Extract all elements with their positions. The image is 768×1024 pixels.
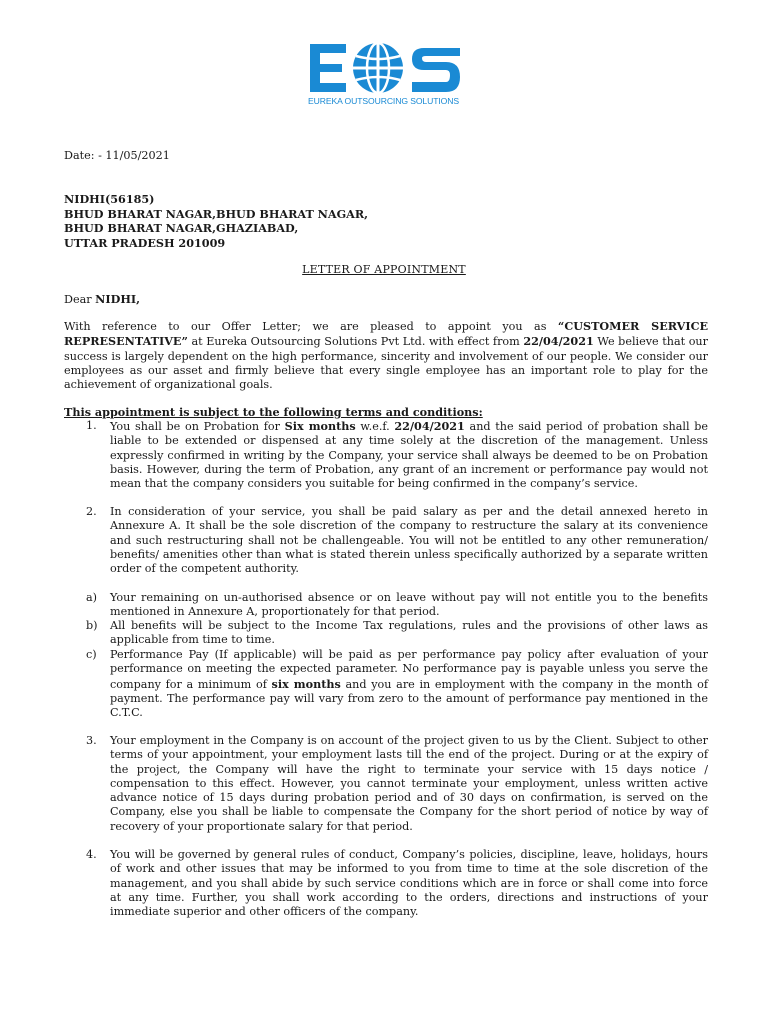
intro-text: at Eureka Outsourcing Solutions Pvt Ltd. with effect from <box>187 335 524 349</box>
letter-date: Date: - 11/05/2021 <box>64 149 170 162</box>
clause-marker: c) <box>86 648 97 661</box>
intro-text: With reference to our Offer Letter; we are pleased to appoint you as <box>64 320 558 333</box>
recipient-address <box>64 192 368 250</box>
clause-text: In consideration of your service, you shall be paid salary as per and the detail annexed hereto in Annexure A. It shall be the sole discretion of the company to restructure the salary at its convenience and such restructuring shall not be challengeable. You will not be entitled to any other remuneration/ benefits/ amenities other than what is stated therein unless specifically authorized by a separate written order of the competent authority. <box>110 505 708 576</box>
designation: “CUSTOMER SERVICE REPRESENTATIVE” <box>64 319 708 349</box>
address-line: UTTAR PRADESH 201009 <box>64 235 226 250</box>
clause-marker: 1. <box>86 419 97 432</box>
clause-a <box>64 591 708 619</box>
address-line: BHUD BHARAT NAGAR,GHAZIABAD, <box>64 221 299 236</box>
clause-text <box>110 419 708 491</box>
letter-title: LETTER OF APPOINTMENT <box>302 263 466 276</box>
clause-4 <box>64 848 708 920</box>
address-line: BHUD BHARAT NAGAR,BHUD BHARAT NAGAR, <box>64 206 369 221</box>
clause-text: All benefits will be subject to the Income Tax regulations, rules and the provisions of other laws as applicable from time to time. <box>110 619 708 647</box>
clause-c <box>64 648 708 720</box>
clause-marker: a) <box>86 591 98 604</box>
clause-text: Your employment in the Company is on account of the project given to us by the Client. Subject to other terms of your appointment, your employment lasts till the end of the project. During or at the expiry of the project, the Company will have the right to terminate your service with 15 days notice / compensation to this effect. However, you cannot terminate your employment, unless written active advance notice of 15 days during probation period and of 30 days on confirmation, is served on the Company, else you shall be liable to compensate the Company for the short period of notice by way of recovery of your proportionate salary for that period. <box>110 734 708 833</box>
salutation <box>64 292 140 307</box>
minimum-service-duration: six months <box>271 676 341 691</box>
intro-paragraph <box>64 319 708 392</box>
probation-start-date: 22/04/2021 <box>394 419 465 433</box>
clause-text-part: and you are in employment with the company in the month of payment. The performance pay will vary from zero to the amount of performance pay mentioned in the C.T.C. <box>110 677 708 720</box>
clause-text-part: w.e.f. <box>355 420 395 433</box>
clause-text: You will be governed by general rules of conduct, Company’s policies, discipline, leave, holidays, hours of work and other issues that may be informed to you from time to time at the sole discretion of the management, and you shall abide by such service conditions which are in force or shall come into force at any time. Further, you shall work according to the orders, directions and instructions of your immediate superior and other officers of the company. <box>110 848 708 919</box>
clause-marker: 2. <box>86 505 97 518</box>
clause-b <box>64 619 708 647</box>
logo-tagline: EUREKA OUTSOURCING SOLUTIONS <box>308 96 459 106</box>
clause-text <box>110 648 708 720</box>
clause-text: Your remaining on un-authorised absence or on leave without pay will not entitle you to the benefits mentioned in Annexure A, proportionately for that period. <box>110 591 708 619</box>
clause-1 <box>64 419 708 491</box>
conditions-heading: This appointment is subject to the following terms and conditions: <box>64 405 483 419</box>
clause-text-part: Performance Pay (If applicable) will be paid as per performance pay policy after evaluation of your performance on meeting the expected parameter. No performance pay is payable unless you serve the company for a minimum of <box>110 648 708 691</box>
recipient-name: NIDHI(56185) <box>64 192 155 206</box>
intro-text: We believe that our success is largely dependent on the high performance, sincerity and involvement of our people. We consider our employees as our asset and firmly believe that every single employee has an important role to play for the achievement of organizational goals. <box>64 335 708 392</box>
clause-marker: 4. <box>86 848 97 861</box>
clause-marker: b) <box>86 619 98 632</box>
clause-3 <box>64 734 708 834</box>
effective-date: 22/04/2021 <box>523 334 594 349</box>
probation-duration: Six months <box>284 419 356 433</box>
clause-2 <box>64 505 708 577</box>
clause-marker: 3. <box>86 734 97 747</box>
salutation-prefix: Dear <box>64 293 96 306</box>
clause-text-part: and the said period of probation shall be liable to be extended or dispensed at any time solely at the discretion of the management. Unless expressly confirmed in writing by the Company, your service shall always be deemed to be on Probation basis. However, during the term of Probation, any grant of an increment or performance pay would not mean that the company considers you suitable for being confirmed in the company’s service. <box>110 420 708 491</box>
clause-text-part: You shall be on Probation for <box>110 420 285 433</box>
salutation-name: NIDHI, <box>95 292 141 306</box>
